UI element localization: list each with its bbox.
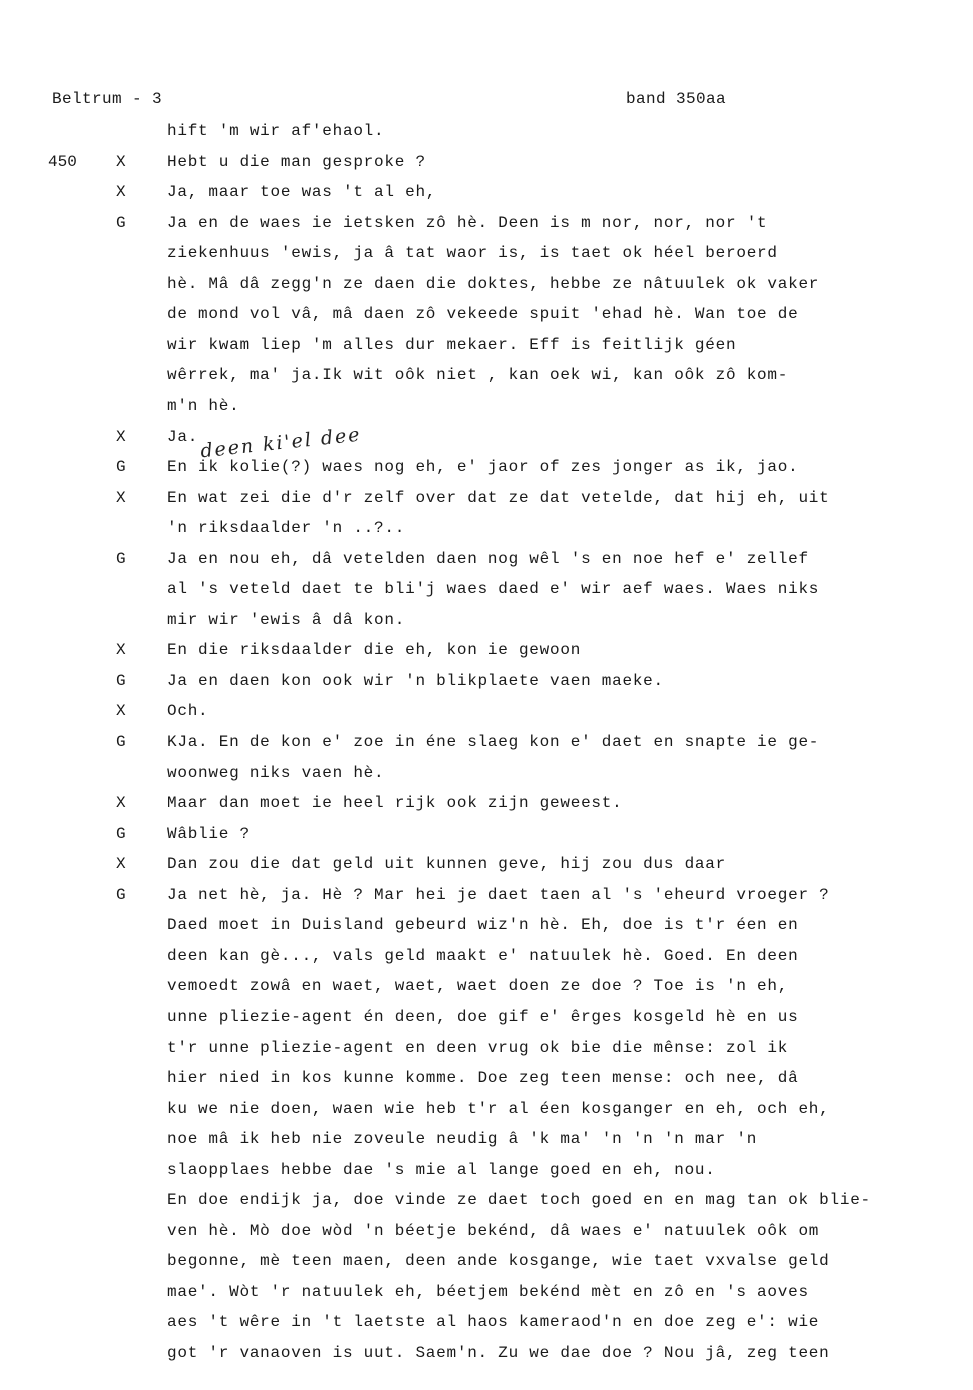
transcript-line xyxy=(0,360,973,390)
transcript-line xyxy=(0,1094,973,1124)
line-text: ziekenhuus 'ewis, ja â tat waor is, is taet ok héel beroerd xyxy=(167,244,778,263)
transcript-line xyxy=(0,147,973,177)
transcript-line xyxy=(0,788,973,818)
speaker-label: X xyxy=(116,152,126,171)
line-text: En ik kolie(?) waes nog eh, e' jaor of zes jonger as ik, jao. xyxy=(167,458,799,477)
line-text: mae'. Wòt 'r natuulek eh, béetjem bekénd mèt en zô en 's aoves xyxy=(167,1282,809,1301)
transcript-line xyxy=(0,544,973,574)
line-text: Wâblie ? xyxy=(167,824,250,843)
transcript-line xyxy=(0,666,973,696)
speaker-label: G xyxy=(116,213,126,232)
line-text: mir wir 'ewis â dâ kon. xyxy=(167,610,406,629)
line-text: de mond vol vâ, mâ daen zô vekeede spuit 'ehad hè. Wan toe de xyxy=(167,305,799,324)
transcript-line xyxy=(0,971,973,1001)
line-text: Ja, maar toe was 't al eh, xyxy=(167,183,437,202)
transcript-line xyxy=(0,849,973,879)
transcript-line xyxy=(0,177,973,207)
speaker-label: X xyxy=(116,488,126,507)
speaker-label: G xyxy=(116,549,126,568)
line-text: noe mâ ik heb nie zoveule neudig â 'k ma' 'n 'n 'n mar 'n xyxy=(167,1130,758,1149)
transcript-line xyxy=(0,1124,973,1154)
transcript-line xyxy=(0,1002,973,1032)
line-text: hift 'm wir af'ehaol. xyxy=(167,122,385,140)
line-text: slaopplaes hebbe dae 's mie al lange goed en eh, nou. xyxy=(167,1160,716,1179)
transcript-line xyxy=(0,635,973,665)
speaker-label: X xyxy=(116,183,126,202)
line-text: al 's veteld daet te bli'j waes daed e' wir aef waes. Waes niks xyxy=(167,580,820,599)
speaker-label: X xyxy=(116,641,126,660)
transcript-line xyxy=(0,391,973,421)
line-text: t'r unne pliezie-agent en deen vrug ok bie die mênse: zol ik xyxy=(167,1038,789,1057)
transcript-line xyxy=(0,483,973,513)
line-text: KJa. En de kon e' zoe in éne slaeg kon e' daet en snapte ie ge- xyxy=(167,733,820,751)
line-text: woonweg niks vaen hè. xyxy=(167,763,385,782)
line-text: vemoedt zowâ en waet, waet, waet doen ze doe ? Toe is 'n eh, xyxy=(167,977,789,996)
transcript-line xyxy=(0,1216,973,1246)
line-text: Dan zou die dat geld uit kunnen geve, hij zou dus daar xyxy=(167,855,726,874)
transcript-line xyxy=(0,208,973,238)
line-text: m'n hè. xyxy=(167,396,240,415)
handwritten-annotation: deen ki'el dee xyxy=(199,423,363,463)
line-text: Maar dan moet ie heel rijk ook zijn geweest. xyxy=(167,794,623,813)
transcript-line xyxy=(0,941,973,971)
transcript-line xyxy=(0,330,973,360)
line-text: got 'r vanaoven is uut. Saem'n. Zu we dae doe ? Nou jâ, zeg teen xyxy=(167,1344,830,1362)
line-text: ven hè. Mò doe wòd 'n béetje bekénd, dâ waes e' natuulek oôk om xyxy=(167,1221,820,1240)
transcript-line xyxy=(0,758,973,788)
line-text: En wat zei die d'r zelf over dat ze dat vetelde, dat hij eh, uit xyxy=(167,488,830,507)
transcript-line xyxy=(0,1033,973,1063)
transcript-line xyxy=(0,1155,973,1185)
line-text: begonne, mè teen maen, deen ande kosgange, wie taet vxvalse geld xyxy=(167,1252,830,1271)
speaker-label: G xyxy=(116,671,126,690)
line-text: ku we nie doen, waen wie heb t'r al éen kosganger en eh, och eh, xyxy=(167,1099,830,1118)
header-title: Beltrum - 3 xyxy=(52,90,163,108)
transcript-line xyxy=(0,1246,973,1276)
line-text: wêrrek, ma' ja.Ik wit oôk niet , kan oek wi, kan oôk zô kom- xyxy=(167,366,789,385)
line-text: hè. Mâ dâ zegg'n ze daen die doktes, hebbe ze nâtuulek ok vaker xyxy=(167,274,820,293)
transcript-line xyxy=(0,513,973,543)
line-text: Ja en de waes ie ietsken zô hè. Deen is m nor, nor, nor 't xyxy=(167,213,768,232)
line-number: 450 xyxy=(48,152,77,171)
speaker-label: G xyxy=(116,824,126,843)
speaker-label: X xyxy=(116,855,126,874)
transcript-line xyxy=(0,1307,973,1337)
transcript-line xyxy=(0,116,973,146)
line-text: deen kan gè..., vals geld maakt e' natuulek hè. Goed. En deen xyxy=(167,946,799,965)
line-text: unne pliezie-agent én deen, doe gif e' êrges kosgeld hè en us xyxy=(167,1007,799,1026)
transcript-line xyxy=(0,238,973,268)
line-text: hier nied in kos kunne komme. Doe zeg teen mense: och nee, dâ xyxy=(167,1069,799,1088)
transcript-line xyxy=(0,880,973,910)
line-text: Ja en daen kon ook wir 'n blikplaete vaen maeke. xyxy=(167,671,664,690)
transcript-line xyxy=(0,727,973,757)
transcript-line xyxy=(0,422,973,452)
transcript-line xyxy=(0,696,973,726)
line-text: En doe endijk ja, doe vinde ze daet toch goed en en mag tan ok blie- xyxy=(167,1191,871,1210)
header-tape-number: band 350aa xyxy=(626,90,727,108)
speaker-label: X xyxy=(116,702,126,721)
speaker-label: X xyxy=(116,427,126,446)
line-text: Ja en nou eh, dâ vetelden daen nog wêl 's en noe hef e' zellef xyxy=(167,549,809,568)
line-text: 'n riksdaalder 'n ..?.. xyxy=(167,519,406,538)
speaker-label: G xyxy=(116,458,126,477)
line-text: En die riksdaalder die eh, kon ie gewoon xyxy=(167,641,582,660)
line-text: Hebt u die man gesproke ? xyxy=(167,152,426,171)
transcript-line xyxy=(0,299,973,329)
speaker-label: G xyxy=(116,733,126,751)
line-text: aes 't wêre in 't laetste al haos kameraod'n en doe zeg e': wie xyxy=(167,1313,820,1332)
line-text: Ja net hè, ja. Hè ? Mar hei je daet taen al 's 'eheurd vroeger ? xyxy=(167,885,830,904)
transcript-line xyxy=(0,910,973,940)
transcript-line xyxy=(0,605,973,635)
transcript-line xyxy=(0,269,973,299)
line-text: Daed moet in Duisland gebeurd wiz'n hè. Eh, doe is t'r éen en xyxy=(167,916,799,935)
line-text: wir kwam liep 'm alles dur mekaer. Eff is feitlijk géen xyxy=(167,335,737,354)
line-text: Och. xyxy=(167,702,209,721)
speaker-label: X xyxy=(116,794,126,813)
transcript-line xyxy=(0,574,973,604)
transcript-line xyxy=(0,1063,973,1093)
transcript-line xyxy=(0,819,973,849)
transcript-line xyxy=(0,1185,973,1215)
transcript-line xyxy=(0,1277,973,1307)
speaker-label: G xyxy=(116,885,126,904)
transcript-line xyxy=(0,1338,973,1368)
transcript-line xyxy=(0,452,973,482)
line-text: Ja. xyxy=(167,427,199,446)
